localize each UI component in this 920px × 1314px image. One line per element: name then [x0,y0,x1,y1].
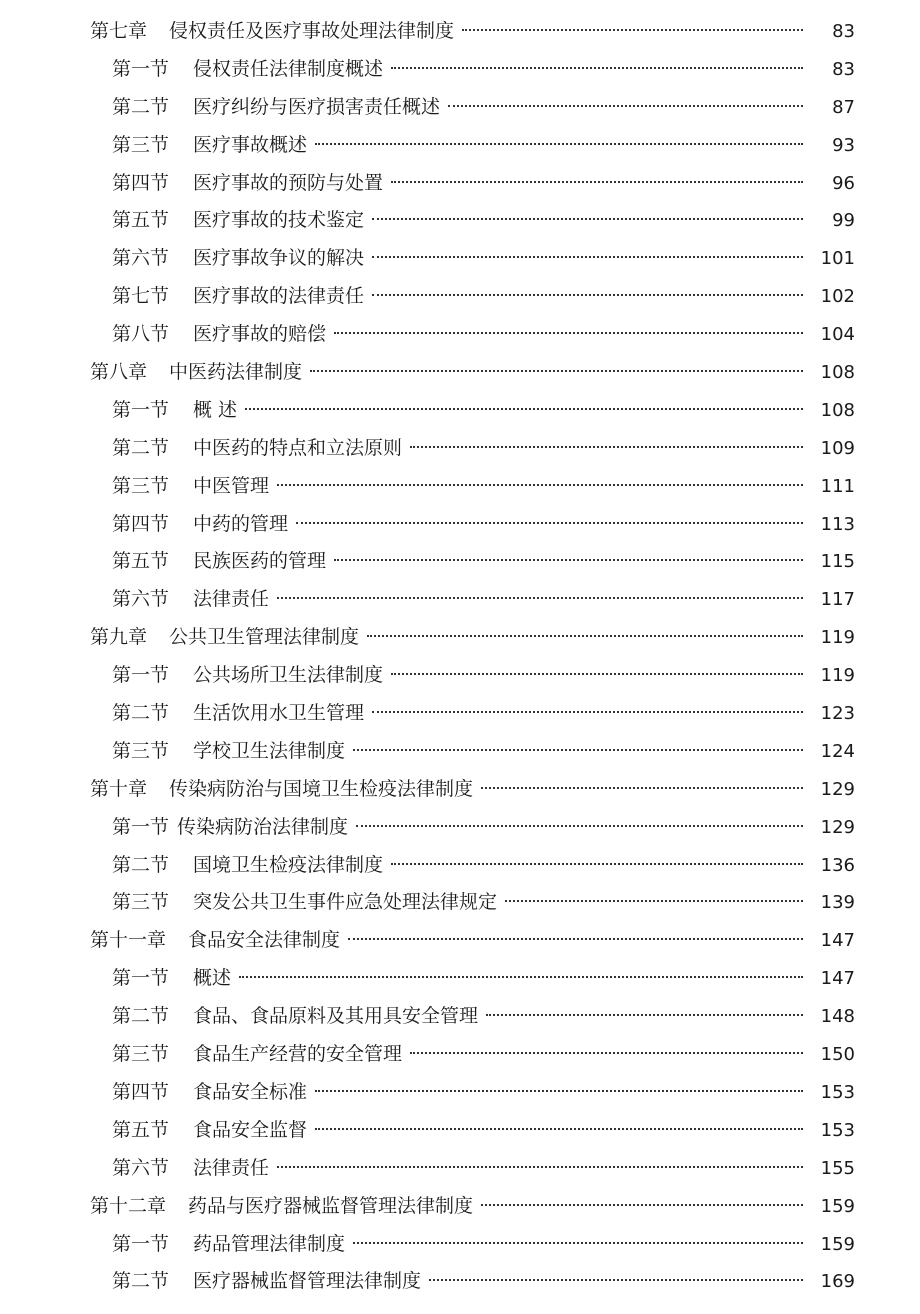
toc-page-number: 147 [820,968,855,990]
toc-leader-dots [372,711,803,713]
toc-page-number: 113 [820,513,855,535]
toc-page-number: 119 [820,665,855,687]
toc-entry-title: 医疗事故概述 [193,133,308,156]
toc-entry-label: 第二节 [112,853,170,876]
toc-chapter-entry[interactable] [0,922,920,960]
toc-leader-dots [410,1052,803,1054]
toc-entry-label: 第三节 [112,891,170,914]
toc-section-entry[interactable] [0,430,920,468]
toc-entry-title: 药品管理法律制度 [193,1232,346,1255]
toc-page-number: 150 [820,1044,855,1066]
toc-chapter-entry[interactable] [0,354,920,392]
toc-section-entry[interactable] [0,506,920,544]
toc-leader-dots [372,294,803,296]
toc-entry-label: 第十二章 [90,1194,167,1217]
toc-page-number: 124 [820,740,855,762]
toc-entry-title: 食品安全监督 [193,1118,308,1141]
toc-page-number: 115 [820,551,855,573]
toc-entry-label: 第一节 [112,815,170,838]
toc-entry-label: 第六节 [112,247,170,270]
toc-entry-title: 传染病防治与国境卫生检疫法律制度 [169,777,474,800]
toc-page-number: 104 [820,324,855,346]
toc-section-entry[interactable] [0,809,920,847]
toc-leader-dots [310,370,803,372]
toc-entry-title: 中医药法律制度 [169,361,303,384]
toc-entry-title: 中药的管理 [193,512,289,535]
toc-leader-dots [334,332,803,334]
toc-chapter-entry[interactable] [0,13,920,51]
toc-entry-label: 第十章 [90,777,148,800]
toc-section-entry[interactable] [0,1150,920,1188]
toc-section-entry[interactable] [0,240,920,278]
toc-entry-label: 第一节 [112,967,170,990]
toc-entry-label: 第四节 [112,171,170,194]
toc-section-entry[interactable] [0,1074,920,1112]
toc-page-number: 117 [820,589,855,611]
toc-page-number: 123 [820,703,855,725]
toc-section-entry[interactable] [0,847,920,885]
toc-entry-label: 第七节 [112,285,170,308]
toc-entry-title: 突发公共卫生事件应急处理法律规定 [193,891,498,914]
toc-page-number: 129 [820,816,855,838]
toc-leader-dots [410,446,803,448]
toc-entry-label: 第一节 [112,664,170,687]
toc-leader-dots [353,749,803,751]
toc-leader-dots [391,67,803,69]
toc-entry-label: 第四节 [112,1080,170,1103]
toc-entry-title: 食品安全法律制度 [188,929,341,952]
toc-entry-title: 医疗事故的法律责任 [193,285,365,308]
toc-entry-title: 医疗器械监督管理法律制度 [193,1270,422,1293]
toc-section-entry[interactable] [0,127,920,165]
toc-entry-label: 第二节 [112,95,170,118]
toc-entry-title: 中医药的特点和立法原则 [193,436,403,459]
toc-section-entry[interactable] [0,165,920,203]
toc-leader-dots [448,105,803,107]
toc-leader-dots [372,256,803,258]
toc-entry-label: 第六节 [112,588,170,611]
toc-section-entry[interactable] [0,1226,920,1264]
toc-section-entry[interactable] [0,543,920,581]
toc-section-entry[interactable] [0,89,920,127]
toc-leader-dots [462,29,803,31]
toc-page-number: 93 [832,134,855,156]
toc-entry-title: 医疗纠纷与医疗损害责任概述 [193,95,441,118]
toc-entry-label: 第五节 [112,550,170,573]
toc-leader-dots [353,1242,803,1244]
toc-leader-dots [245,408,803,410]
toc-entry-label: 第五节 [112,1118,170,1141]
toc-section-entry[interactable] [0,657,920,695]
toc-leader-dots [296,522,803,524]
toc-entry-label: 第五节 [112,209,170,232]
toc-entry-label: 第二节 [112,436,170,459]
toc-entry-label: 第三节 [112,739,170,762]
toc-entry-label: 第二节 [112,1270,170,1293]
toc-entry-label: 第一节 [112,57,170,80]
toc-page-number: 102 [820,286,855,308]
toc-leader-dots [277,1166,803,1168]
toc-section-entry[interactable] [0,884,920,922]
toc-leader-dots [239,976,803,978]
toc-leader-dots [315,1128,803,1130]
toc-entry-title: 生活饮用水卫生管理 [193,702,365,725]
toc-entry-label: 第三节 [112,1043,170,1066]
toc-section-entry[interactable] [0,1112,920,1150]
toc-section-entry[interactable] [0,581,920,619]
toc-page-number: 109 [820,437,855,459]
toc-chapter-entry[interactable] [0,771,920,809]
toc-page-number: 136 [820,854,855,876]
toc-section-entry[interactable] [0,468,920,506]
toc-section-entry[interactable] [0,695,920,733]
toc-leader-dots [348,938,803,940]
toc-entry-title: 医疗事故的预防与处置 [193,171,384,194]
toc-page-number: 83 [832,58,855,80]
toc-page-number: 159 [820,1233,855,1255]
toc-entry-title: 药品与医疗器械监督管理法律制度 [188,1194,474,1217]
toc-entry-title: 概述 [193,967,232,990]
toc-chapter-entry[interactable] [0,619,920,657]
toc-entry-title: 医疗事故的技术鉴定 [193,209,365,232]
toc-page-number: 96 [832,172,855,194]
toc-page-number: 101 [820,248,855,270]
toc-page-number: 87 [832,96,855,118]
toc-entry-label: 第九章 [90,626,148,649]
toc-leader-dots [481,787,803,789]
toc-entry-label: 第三节 [112,474,170,497]
toc-section-entry[interactable] [0,316,920,354]
toc-entry-title: 食品、食品原料及其用具安全管理 [193,1005,479,1028]
toc-entry-title: 医疗事故争议的解决 [193,247,365,270]
toc-leader-dots [391,181,803,183]
toc-page-number: 148 [820,1006,855,1028]
toc-leader-dots [372,218,803,220]
toc-entry-title: 学校卫生法律制度 [193,739,346,762]
toc-page-number: 129 [820,778,855,800]
toc-page-number: 155 [820,1157,855,1179]
toc-page-number: 119 [820,627,855,649]
toc-page-number: 83 [832,21,855,42]
toc-entry-title: 食品安全标准 [193,1080,308,1103]
toc-page-number: 153 [820,1119,855,1141]
toc-leader-dots [367,635,803,637]
toc-section-entry[interactable] [0,1263,920,1301]
toc-page-number: 169 [820,1271,855,1293]
toc-entry-title: 侵权责任法律制度概述 [193,57,384,80]
toc-section-entry[interactable] [0,392,920,430]
toc-page-number: 99 [832,210,855,232]
toc-entry-title: 公共场所卫生法律制度 [193,664,384,687]
toc-entry-title: 医疗事故的赔偿 [193,323,327,346]
toc-page-number: 111 [820,475,855,497]
toc-entry-title: 传染病防治法律制度 [177,815,349,838]
toc-section-entry[interactable] [0,960,920,998]
toc-section-entry[interactable] [0,278,920,316]
toc-entry-title: 公共卫生管理法律制度 [169,626,360,649]
toc-entry-title: 概 述 [193,398,238,421]
toc-leader-dots [391,673,803,675]
toc-entry-label: 第四节 [112,512,170,535]
toc-page-number: 139 [820,892,855,914]
toc-entry-label: 第三节 [112,133,170,156]
toc-leader-dots [391,863,803,865]
toc-leader-dots [481,1204,803,1206]
toc-entry-label: 第六节 [112,1156,170,1179]
toc-leader-dots [334,559,803,561]
toc-entry-title: 中医管理 [193,474,270,497]
toc-section-entry[interactable] [0,733,920,771]
toc-leader-dots [486,1014,803,1016]
toc-entry-label: 第一节 [112,1232,170,1255]
toc-entry-label: 第十一章 [90,929,167,952]
toc-entry-title: 法律责任 [193,1156,270,1179]
toc-page-number: 159 [820,1195,855,1217]
toc-entry-label: 第一节 [112,398,170,421]
toc-leader-dots [315,1090,803,1092]
toc-entry-title: 侵权责任及医疗事故处理法律制度 [169,20,455,42]
toc-entry-title: 国境卫生检疫法律制度 [193,853,384,876]
toc-leader-dots [315,143,803,145]
toc-entry-label: 第七章 [90,20,148,42]
toc-leader-dots [277,597,803,599]
toc-entry-label: 第二节 [112,1005,170,1028]
toc-section-entry[interactable] [0,202,920,240]
toc-section-entry[interactable] [0,998,920,1036]
toc-leader-dots [505,900,803,902]
toc-chapter-entry[interactable] [0,1188,920,1226]
table-of-contents [0,13,920,1301]
toc-entry-title: 法律责任 [193,588,270,611]
toc-entry-label: 第二节 [112,702,170,725]
toc-page-number: 108 [820,362,855,384]
toc-entry-title: 食品生产经营的安全管理 [193,1043,403,1066]
toc-page-number: 108 [820,399,855,421]
toc-leader-dots [429,1279,803,1281]
toc-section-entry[interactable] [0,51,920,89]
toc-leader-dots [356,825,803,827]
toc-leader-dots [277,484,803,486]
toc-page-number: 147 [820,930,855,952]
toc-entry-title: 民族医药的管理 [193,550,327,573]
toc-entry-label: 第八节 [112,323,170,346]
toc-page-number: 153 [820,1081,855,1103]
toc-entry-label: 第八章 [90,361,148,384]
toc-section-entry[interactable] [0,1036,920,1074]
